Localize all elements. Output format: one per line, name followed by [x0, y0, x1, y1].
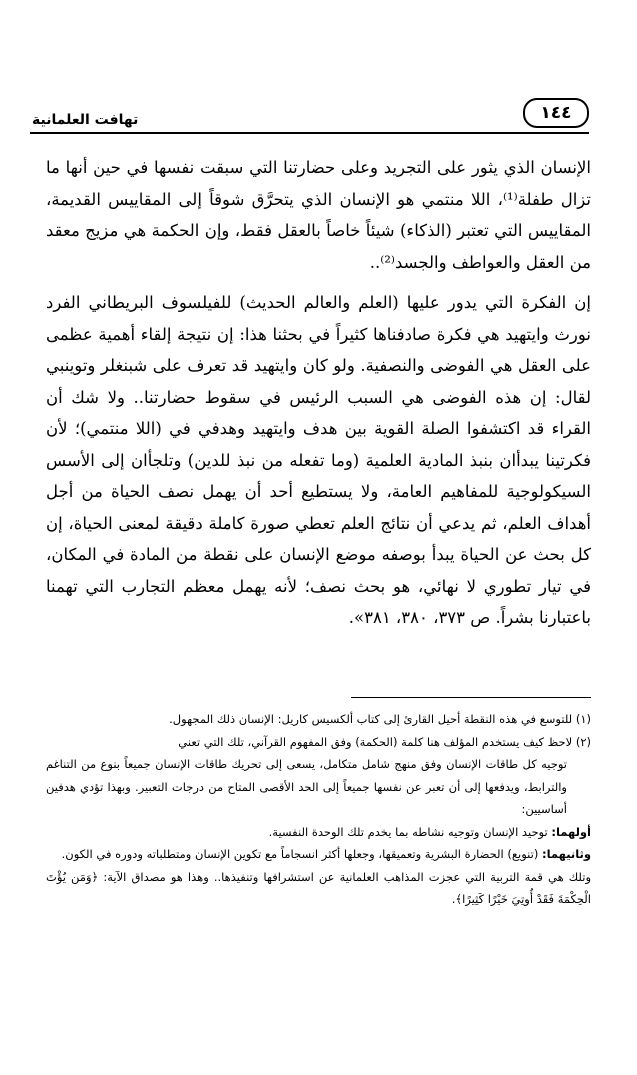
point-1-label: أولهما: [551, 824, 591, 839]
footnote-2-body: توجيه كل طاقات الإنسان وفق منهج شامل متكامل، يسعى إلى تحريك طاقات الإنسان جميعاً بنوع من التناغم والترابط، ويدفعها إلى أن تعبر عن نفسها جميعاً إلى الحد الأقصى المتاح من درجات التعبير. وبهذا تؤدي هدفين أساسيين: [46, 757, 567, 816]
footnote-1: (١) للتوسع في هذه النقطة أحيل القارئ إلى كتاب ألكسيس كاريل: الإنسان ذلك المجهول. [169, 712, 591, 726]
point-2-label: وثانيهما: [541, 847, 591, 861]
footnote-2-closing: وتلك هي قمة التربية التي عجزت المذاهب العلمانية عن استشرافها وتنفيذها.. وهذا هو مصداق الآية: ﴿وَمَن يُؤْتَ الْحِكْمَةَ فَقَدْ أُوتِيَ خَيْرًا كَثِيرًا﴾. [46, 869, 591, 906]
footnote-2-intro: (٢) لاحظ كيف يستخدم المؤلف هنا كلمة (الحكمة) وفق المفهوم القرآني، تلك التي تعني [178, 734, 591, 749]
paragraph-1: الإنسان الذي يثور على التجريد وعلى حضارتنا التي سبقت نفسها في حين أنها ما تزال طفلة⁽¹⁾، اللا منتمي هو الإنسان الذي يتحرَّق شوقاً إلى المقاييس القديمة، المقاييس التي تعتبر (الذكاء) شيئاً خاصاً بالعقل فقط، وإن الحكمة هي مزيج معقد من العقل والعواطف والجسد⁽²⁾.. [46, 158, 592, 272]
footnote-2-point-2 [46, 843, 591, 866]
running-title: تهافت العلمانية [32, 112, 139, 128]
footnotes [46, 708, 591, 911]
point-1-text: توحيد الإنسان وتوجيه نشاطه بما يخدم تلك الوحدة النفسية. [268, 824, 552, 839]
main-text [46, 152, 591, 643]
footnote-divider [351, 697, 591, 698]
point-2-text: (تنويع) الحضارة البشرية وتعميقها، وجعلها أكثر انسجاماً مع تكوين الإنسان ومتطلباته ودوره في الكون. [61, 847, 542, 861]
paragraph-2: إن الفكرة التي يدور عليها (العلم والعالم الحديث) للفيلسوف البريطاني الفرد نورث وايتهيد هي فكرة صادفناها كثيراً في بحثنا هذا: إن نتيجة إلقاء أهمية عظمى على العقل هي الفوضى والنصفية. ولو كان وايتهيد قد تعرف على شبنغلر وتوينبي لقال: إن هذه الفوضى هي السبب الرئيس في سقوط حضارتنا.. ولا شك أن القراء قد اكتشفوا الصلة القوية بين هدف وايتهيد وهدفي في (اللا منتمي)؛ لأن فكرتينا يبدأان بنبذ المادية العلمية (وما تفعله من نبذ للدين) وتلجأان إلى الأسس السيكولوجية للمفاهيم العامة، ولا يستطيع أحد أن يهمل نصف الحياة من أجل أهداف العلم، ثم يدعي أن نتائج العلم تعطي صورة كاملة دقيقة لمعنى الحياة، إن كل بحث عن الحياة يبدأ بوصفه موضع الإنسان على نقطة من المادة في المكان، في تيار تطوري لا نهائي، هو بحث نصف؛ لأنه يهمل معظم التجارب التي تهمنا باعتبارنا بشراً. ص ٣٧٣، ٣٨٠، ٣٨١». [46, 293, 591, 627]
header-divider [30, 132, 589, 134]
page-number: ١٤٤ [540, 103, 572, 123]
page-number-badge [523, 98, 589, 128]
page-header [30, 98, 589, 132]
footnote-2-point-1 [46, 821, 591, 844]
